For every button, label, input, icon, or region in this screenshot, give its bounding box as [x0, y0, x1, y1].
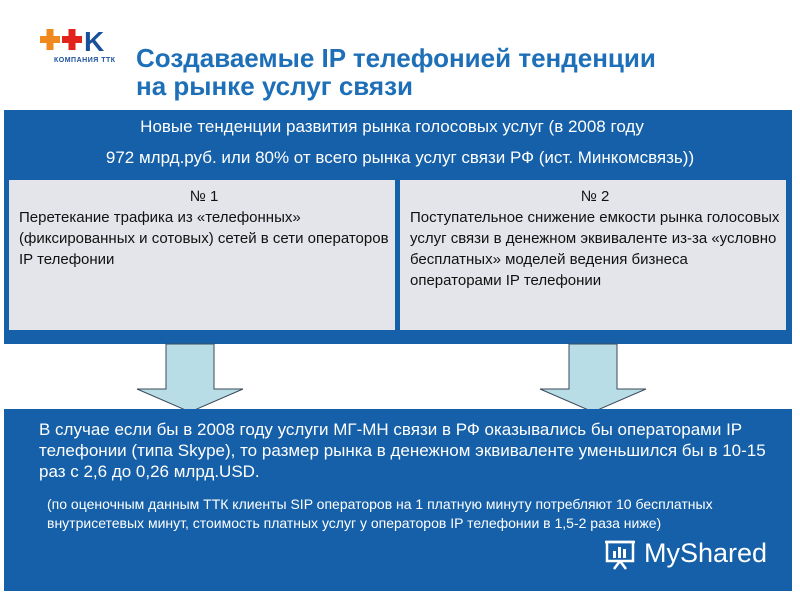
headline-line-1: Новые тенденции развития рынка голосовых услуг (в 2008 году	[140, 117, 644, 136]
watermark	[604, 535, 767, 571]
trend-card-2-number: № 2	[580, 188, 610, 205]
title-line-1: Создаваемые IP телефонией тенденции	[136, 43, 656, 73]
trends-panel	[4, 110, 792, 344]
watermark-text: MyShared	[644, 537, 768, 568]
trend-card-2	[400, 180, 786, 330]
conclusion-note-text: (по оценочным данным ТТК клиенты SIP операторов на 1 платную минуту потребляют 10 бесплатных внутрисетевых минут, стоимость платных услуг у операторов IP телефонии в 1,5-2 раза ниже)	[47, 496, 713, 531]
ttk-logo-icon	[40, 26, 130, 72]
svg-text:K: K	[84, 26, 105, 57]
trend-card-1-text: Перетекание трафика из «телефонных» (фиксированных и сотовых) сетей в сети операторов IP телефонии	[19, 209, 389, 268]
page-title	[136, 44, 786, 100]
trend-card-2-text: Поступательное снижение емкости рынка голосовых услуг связи в денежном эквиваленте из-за «условно бесплатных» моделей ведения бизнеса операторами IP телефонии	[410, 209, 780, 289]
conclusion-main-text: В случае если бы в 2008 году услуги МГ-МН связи в РФ оказывались бы операторами IP телефонии (типа Skype), то размер рынка в денежном эквиваленте уменьшился бы в 10-15 раз с 2,6 до 0,26 млрд.USD.	[39, 420, 766, 481]
down-arrow-left-icon	[137, 344, 243, 412]
down-arrow-right-icon	[540, 344, 646, 412]
presentation-board-icon	[604, 536, 638, 570]
logo-caption: КОМПАНИЯ ТТК	[54, 57, 116, 64]
title-line-2: на рынке услуг связи	[136, 71, 414, 101]
headline-line-2: 972 млрд.руб. или 80% от всего рынка услуг связи РФ (ист. Минкомсвязь))	[105, 148, 695, 167]
trend-card-1	[9, 180, 395, 330]
trend-card-1-number: № 1	[189, 188, 219, 205]
